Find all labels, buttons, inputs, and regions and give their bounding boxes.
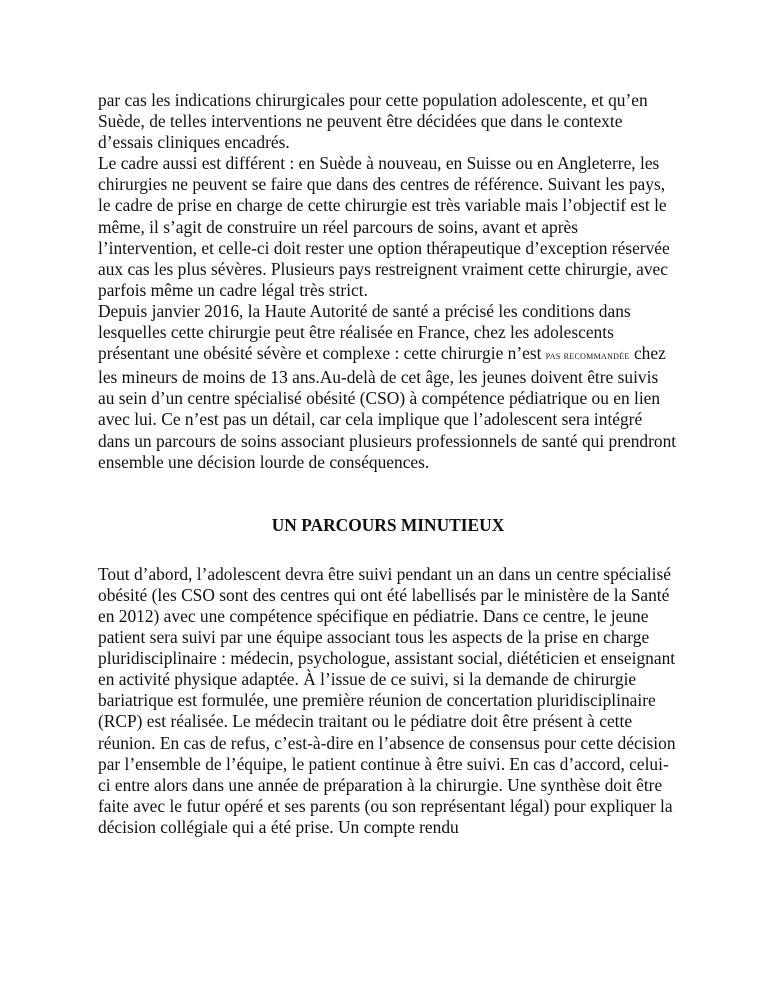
paragraph-intro-continuation: par cas les indications chirurgicales pour cette population adolescente, et qu’en Suède, de telles interventions ne peuvent être décidées que dans le contexte d’essais cliniques encadrés. [98, 90, 648, 153]
paragraph-care-pathway: Tout d’abord, l’adolescent devra être suivi pendant un an dans un centre spécialisé obésité (les CSO sont des centres qui ont été labellisés par le ministère de la Santé en 2012) avec une compétence spécifique en pédiatrie. Dans ce centre, le jeune patient sera suivi par une équipe associant tous les aspects de la prise en charge pluridisciplinaire : médecin, psychologue, assistant social, diététicien et enseignant en activité physique adaptée. À l’issue de ce suivi, si la demande de chirurgie bariatrique est formulée, une première réunion de concertation pluridisciplinaire (RCP) est réalisée. Le médecin traitant ou le pédiatre doit être présent à cette réunion. En cas de refus, c’est-à-dire en l’absence de consensus pour cette décision par l’ensemble de l’équipe, le patient continue à être suivi. En cas d’accord, celui-ci entre alors dans une année de préparation à la chirurgie. Une synthèse doit être faite avec le futur opéré et ses parents (ou son représentant légal) pour expliquer la décision collégiale qui a été prise. Un compte rendu [98, 563, 676, 837]
paragraph-text-before: Depuis janvier 2016, la Haute Autorité de santé a précisé les conditions dans lesquelles cette chirurgie peut être réalisée en France, chez les adolescents présentant une obésité sévère et complexe : cette chirurgie n’est [98, 300, 631, 364]
paragraph-text-after: chez les mineurs de moins de 13 ans.Au-delà de cet âge, les jeunes doivent être suivis au sein d’un centre spécialisé obésité (CSO) à compétence pédiatrique ou en lien avec lui. Ce n’est pas un détail, car cela implique que l’adolescent sera intégré dans un parcours de soins associant plusieurs professionnels de santé qui prendront ensemble une décision lourde de conséquences. [98, 343, 677, 472]
paragraph-has-recommendation [98, 301, 678, 473]
paragraph-framework: Le cadre aussi est différent : en Suède à nouveau, en Suisse ou en Angleterre, les chirurgies ne peuvent se faire que dans des centres de référence. Suivant les pays, le cadre de prise en charge de cette chirurgie est très variable mais l’objectif est le même, il s’agit de construire un réel parcours de soins, avant et après l’intervention, et celle-ci doit rester une option thérapeutique d’exception réservée aux cas les plus sévères. Plusieurs pays restreignent vraiment cette chirurgie, avec parfois même un cadre légal très strict. [98, 153, 670, 300]
small-caps-emphasis: pas recommandée [545, 350, 630, 363]
document-page [98, 90, 678, 838]
section-heading: UN PARCOURS MINUTIEUX [271, 514, 505, 535]
